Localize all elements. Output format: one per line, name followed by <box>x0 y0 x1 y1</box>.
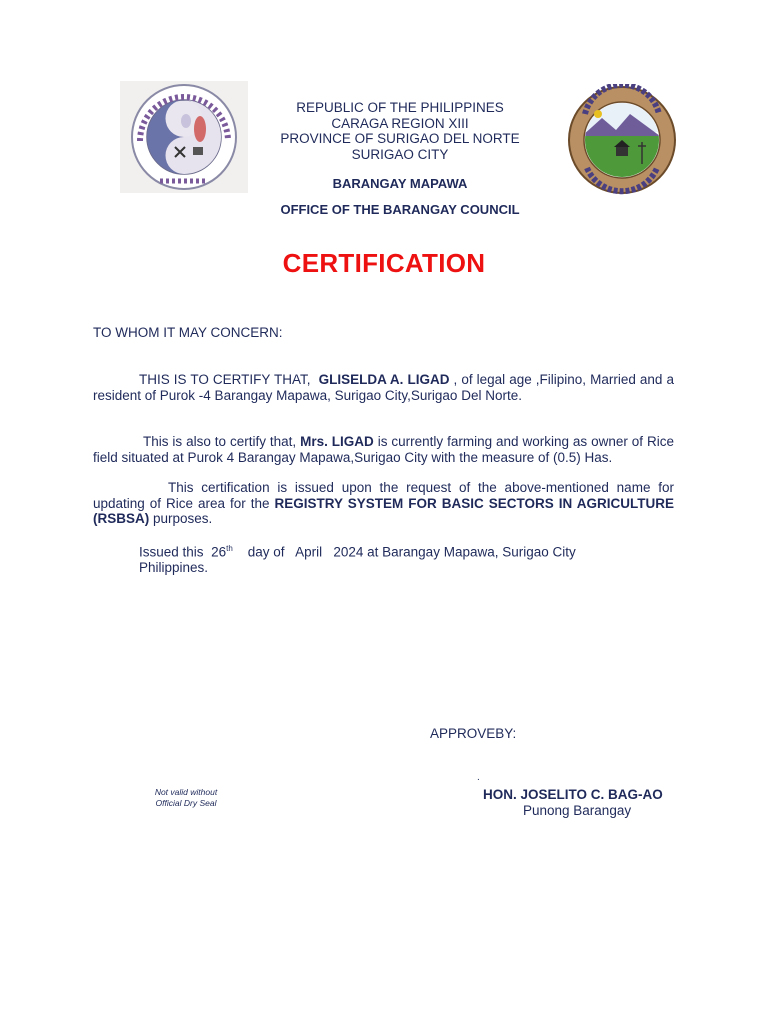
para1-rest: , of legal age ,Filipino, Married and a resident of Purok -4 Barangay Mapawa, Surigao City,Surigao Del Norte. <box>93 372 675 403</box>
signature-mark: . <box>477 772 480 783</box>
para2-rest: is currently farming and working as owner of Rice field situated at Purok 4 Barangay Mapawa,Surigao City with the measure of (0.5) Has. <box>93 434 674 465</box>
certified-person-name: GLISELDA A. LIGAD <box>318 372 450 387</box>
issued-mid: day of <box>247 544 285 560</box>
surigao-city-seal <box>120 81 248 193</box>
approved-by-label: APPROVEBY: <box>430 726 517 741</box>
header-line-city: SURIGAO CITY <box>351 146 449 162</box>
barangay-name: BARANGAY MAPAWA <box>332 176 468 191</box>
issued-rest: 2024 at Barangay Mapawa, Surigao City <box>333 544 576 560</box>
signatory-name: HON. JOSELITO C. BAG-AO <box>483 787 663 802</box>
salutation: TO WHOM IT MAY CONCERN: <box>93 325 283 340</box>
dry-seal-note-line1: Not valid without <box>154 787 218 797</box>
signatory-title: Punong Barangay <box>523 803 632 818</box>
office-name: OFFICE OF THE BARANGAY COUNCIL <box>280 202 520 217</box>
issued-country: Philippines. <box>139 560 209 575</box>
para1-lead: THIS IS TO CERTIFY THAT, <box>139 372 311 387</box>
document-title: CERTIFICATION <box>282 248 486 278</box>
header-line-province: PROVINCE OF SURIGAO DEL NORTE <box>280 131 520 146</box>
dry-seal-note <box>136 787 236 808</box>
paragraph-purpose <box>93 480 674 527</box>
paragraph-residency <box>93 372 674 403</box>
paragraph-farming <box>93 434 674 465</box>
issued-month: April <box>295 544 323 560</box>
dry-seal-note-line2: Official Dry Seal <box>155 797 217 808</box>
rsbsa-program-name: REGISTRY SYSTEM FOR BASIC SECTORS IN AGRICULTURE (RSBSA) <box>93 495 674 526</box>
issued-lead: Issued this <box>139 544 204 560</box>
certified-person-short-name: Mrs. LIGAD <box>300 434 374 449</box>
para2-lead: This is also to certify that, <box>143 434 297 449</box>
para3-lead: This certification is issued upon the request of the above-mentioned name for updating of Rice area for the <box>93 480 674 511</box>
letterhead <box>250 100 550 162</box>
header-line-republic: REPUBLIC OF THE PHILIPPINES <box>296 100 504 115</box>
header-line-region: CARAGA REGION XIII <box>331 115 469 131</box>
issued-date-statement <box>139 541 659 576</box>
issued-day: 26 <box>211 544 227 560</box>
barangay-mapawa-seal <box>560 84 684 196</box>
issued-day-suffix: th <box>226 544 233 553</box>
para3-rest: purposes. <box>153 511 213 526</box>
